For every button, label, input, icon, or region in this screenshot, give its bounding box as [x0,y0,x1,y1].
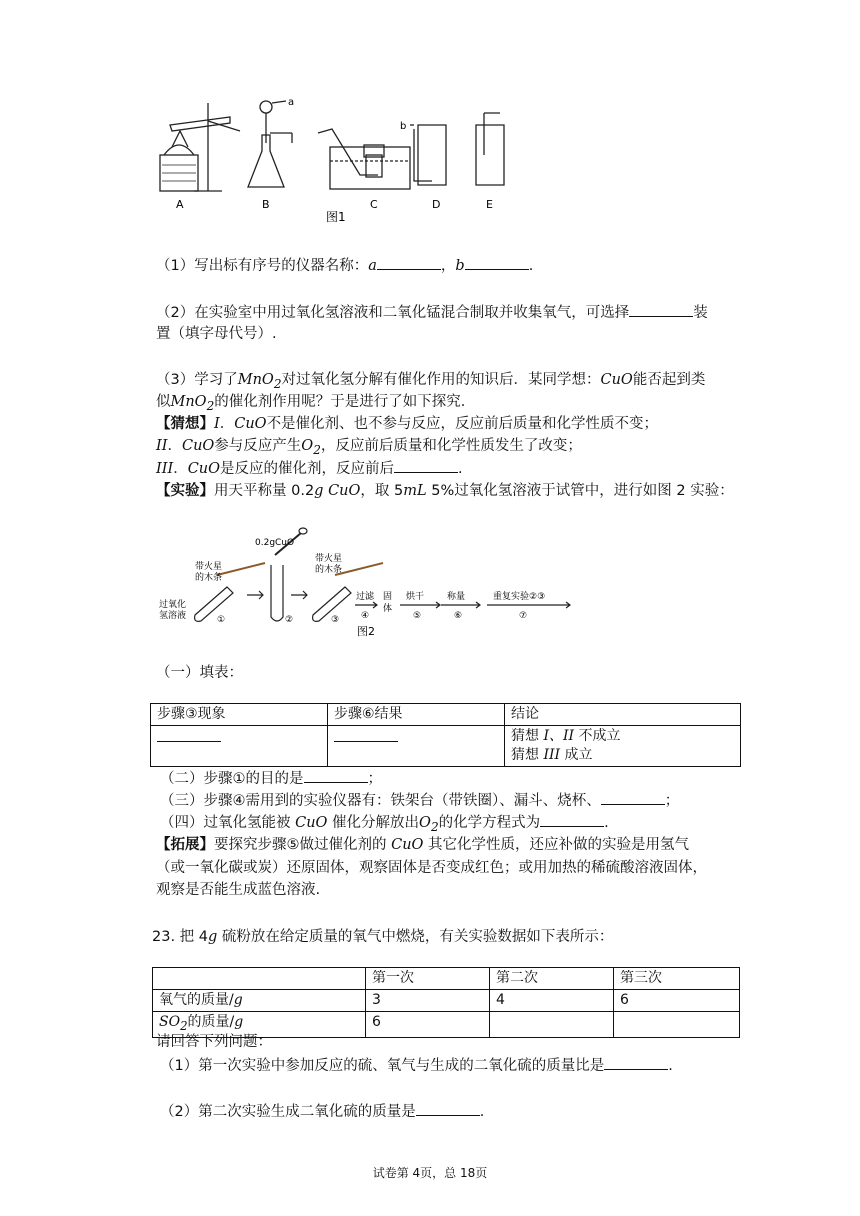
question-23-2: （2）第二次实验生成二氧化硫的质量是 . [160,1101,484,1122]
step3-mark: ③ [331,615,340,625]
question-1: （1）写出标有序号的仪器名称：a ，b . [156,255,533,276]
solid-line1: 固 [383,592,393,602]
step7-mark: ⑦ [519,611,528,621]
header-step6: 步骤⑥结果 [328,704,505,726]
solution-line2: 氢溶液 [159,611,187,621]
answer-blank-so2-mass[interactable] [416,1101,480,1116]
header-first: 第一次 [366,968,490,990]
oxygen-first: 3 [366,990,490,1012]
header-second: 第二次 [490,968,614,990]
fig1-label-C: C [370,198,378,211]
cell-step6-result[interactable] [328,726,505,767]
so2-third [614,1012,740,1038]
guess-2: II．CuO参与反应产生$O_2$，反应前后质量和化学性质发生了改变； [156,438,582,457]
row-oxygen-label: 氧气的质量/g [153,990,366,1012]
extension-line-1: 【拓展】要探究步骤⑤做过催化剂的 CuO 其它化学性质，还应补做的实验是用氢气 [156,837,690,853]
sub-question-2: （二）步骤①的目的是 ； [160,768,382,789]
page-footer: 试卷第 4页，总 18页 [372,1166,488,1180]
oxygen-second: 4 [490,990,614,1012]
fig1-label-A: A [176,198,184,211]
answer-blank-a[interactable] [377,255,441,270]
so2-second [490,1012,614,1038]
cuo-label: 0.2gCuO [255,538,295,548]
step5-mark: ⑤ [413,611,422,621]
header-third: 第三次 [614,968,740,990]
answer-blank-purpose[interactable] [304,768,368,783]
header-conclusion: 结论 [505,704,741,726]
step6-mark: ⑥ [454,611,463,621]
splint1-line1: 带火星 [195,562,223,572]
figure-1-apparatus [150,95,510,225]
fig1-mark-a: a [288,97,295,108]
answer-blank-equation[interactable] [540,812,604,827]
answer-blank-guess3[interactable] [394,458,458,473]
fig2-caption: 图2 [357,625,375,638]
header-empty [153,968,366,990]
answer-blank-ratio[interactable] [604,1055,668,1070]
question-3-line-1: （3）学习了MnO$_2$对过氧化氢分解有催化作用的知识后．某同学想：CuO能否起到类 [156,372,706,391]
data-table [152,967,740,1038]
dry-label: 烘干 [406,592,425,602]
solution-line1: 过氧化 [159,600,187,610]
question-23-1: （1）第一次实验中参加反应的硫、氧气与生成的二氧化硫的质量比是 . [160,1055,673,1076]
question-2-line-2: 置（填字母代号）. [156,326,277,342]
fig1-caption: 图1 [326,210,346,224]
header-step3: 步骤③现象 [151,704,328,726]
filter-label: 过滤 [356,592,375,602]
repeat-label: 重复实验②③ [493,592,546,602]
fig1-label-D: D [432,198,441,211]
experiment-description: 【实验】用天平称量 0.2g CuO，取 5mL 5%过氧化氢溶液于试管中，进行如图 2 实验： [156,483,734,499]
row-so2-label: $SO_2$的质量/g [153,1012,366,1038]
question-3-line-2: 似MnO$_2$的催化剂作用呢？于是进行了如下探究． [156,394,476,413]
extension-line-3: 观察是否能生成蓝色溶液. [156,882,321,898]
answer-blank-apparatus[interactable] [629,302,693,317]
answer-blank-step6[interactable] [334,727,398,742]
step2-mark: ② [285,615,294,625]
solid-line2: 体 [383,604,393,614]
guess-1: 【猜想】I．CuO不是催化剂、也不参与反应，反应前后质量和化学性质不变； [156,416,659,432]
fill-table-title: （一）填表： [156,665,243,681]
splint2-line2: 的木条 [315,565,343,575]
result-table [150,703,741,767]
oxygen-third: 6 [614,990,740,1012]
weigh-label: 称量 [447,592,466,602]
answer-blank-step3[interactable] [157,727,221,742]
sub-question-4: （四）过氧化氢能被 CuO 催化分解放出$O_2$的化学方程式为 . [160,812,609,837]
sub-question-3: （三）步骤④需用到的实验仪器有：铁架台（带铁圈）、漏斗、烧杯、 ； [160,790,679,811]
splint1-line2: 的木条 [195,573,223,583]
figure-2-procedure [155,525,585,640]
step4-mark: ④ [361,611,370,621]
splint2-line1: 带火星 [315,554,343,564]
answer-blank-instrument[interactable] [601,790,665,805]
question-2-line-1: （2）在实验室中用过氧化氢溶液和二氧化锰混合制取并收集氧气，可选择 装 [156,302,708,323]
question-23: 23. 把 4g 硫粉放在给定质量的氧气中燃烧，有关实验数据如下表所示： [152,929,614,945]
guess-3: III．CuO是反应的催化剂，反应前后 . [156,458,463,479]
answer-blank-b[interactable] [465,255,529,270]
fig1-label-E: E [486,198,493,211]
cell-step3-phenomenon[interactable] [151,726,328,767]
fig1-mark-b: b [400,121,407,132]
step1-mark: ① [217,615,226,625]
fig1-label-B: B [262,198,270,211]
cell-conclusion: 猜想 I、II 不成立 猜想 III 成立 [505,726,741,767]
extension-line-2: （或一氧化碳或炭）还原固体，观察固体是否变成红色；或用加热的稀硫酸溶液固体， [156,860,707,876]
answer-prompt: 请回答下列问题： [156,1034,272,1050]
so2-first: 6 [366,1012,490,1038]
